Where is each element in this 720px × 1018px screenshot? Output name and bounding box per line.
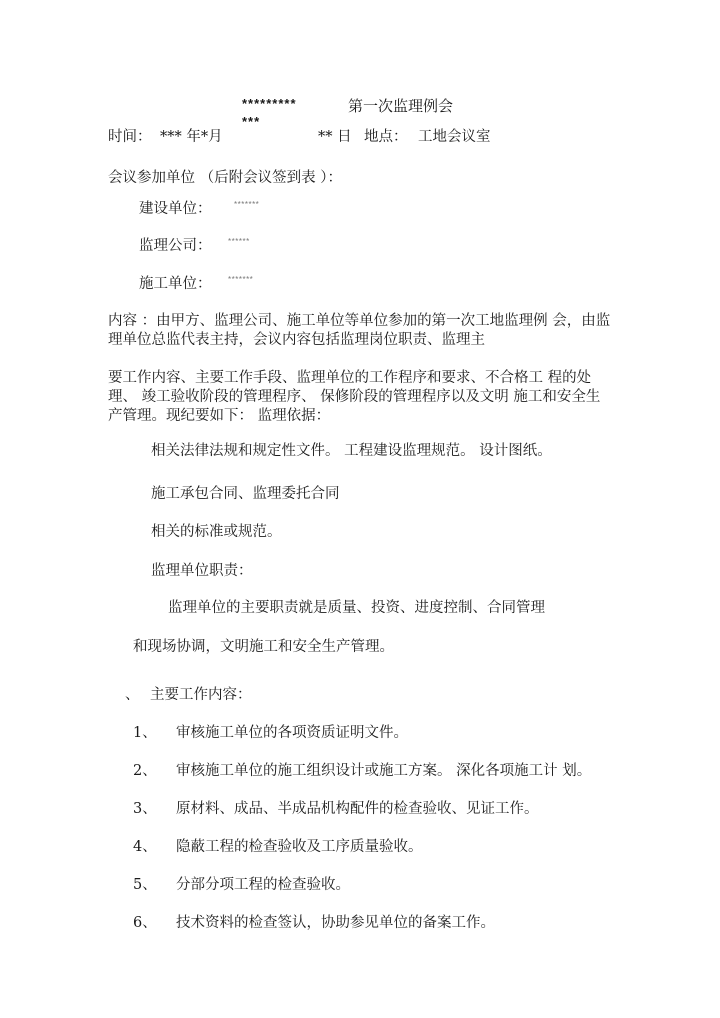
- work-item-text: 技术资料的检查签认，协助参见单位的备案工作。: [176, 915, 495, 931]
- work-item-text: 审核施工单位的各项资质证明文件。: [176, 725, 408, 741]
- work-item-number: 3、: [133, 801, 157, 817]
- duty-line-2: 和现场协调，文明施工和安全生产管理。: [133, 639, 394, 655]
- work-item-number: 1、: [133, 725, 157, 741]
- basis-line-2: 施工承包合同、监理委托合同: [151, 486, 340, 502]
- work-item-number: 2、: [133, 763, 157, 779]
- place-value: 工地会议室: [418, 129, 491, 145]
- header-stars-line1: *********: [242, 96, 297, 111]
- attendee-label: 监理公司：: [139, 238, 212, 254]
- basis-line-3: 相关的标准或规范。: [151, 524, 282, 540]
- work-item-number: 6、: [133, 915, 157, 931]
- work-item-text: 分部分项工程的检查验收。: [176, 877, 350, 893]
- attendee-value: *******: [228, 275, 254, 284]
- place-label: 地点：: [364, 129, 408, 145]
- work-item-text: 原材料、成品、半成品机构配件的检查验收、见证工作。: [176, 801, 539, 817]
- work-item-number: 4、: [133, 839, 157, 855]
- time-year-month: *** 年*月: [160, 129, 223, 145]
- content-paragraph-1: 内容 ：由甲方、监理公司、施工单位等单位参加的第一次工地监理例 会，由监理单位总监代表主持，会议内容包括监理岗位职责、监理主: [108, 313, 611, 348]
- time-label: 时间：: [108, 129, 152, 145]
- time-day: ** 日: [318, 129, 352, 145]
- attendee-label: 施工单位：: [139, 276, 212, 292]
- attendee-value: *******: [234, 200, 260, 209]
- work-item-text: 隐蔽工程的检查验收及工序质量验收。: [176, 839, 423, 855]
- work-item-number: 5、: [133, 877, 157, 893]
- basis-line-1: 相关法律法规和规定性文件。 工程建设监理规范。 设计图纸。: [151, 443, 552, 459]
- work-bullet: 、: [125, 687, 140, 703]
- attendees-heading: 会议参加单位 （后附会议签到表 ）：: [108, 170, 342, 186]
- attendee-label: 建设单位：: [139, 201, 212, 217]
- content-paragraph-2: 要工作内容、主要工作手段、监理单位的工作程序和要求、不合格工 程的处理、 竣工验收阶段的管理程序、 保修阶段的管理程序以及文明 施工和安全生产管理。现纪要如下： 监理依据：: [108, 370, 601, 424]
- attendee-value: ******: [228, 237, 250, 246]
- work-heading: 主要工作内容：: [150, 687, 252, 703]
- duty-heading: 监理单位职责：: [151, 563, 253, 579]
- duty-line-1: 监理单位的主要职责就是质量、投资、进度控制、合同管理: [168, 600, 545, 616]
- header-stars-line2: ***: [242, 114, 261, 129]
- work-item-text: 审核施工单位的施工组织设计或施工方案。 深化各项施工计 划。: [176, 763, 592, 779]
- meeting-title: 第一次监理例会: [348, 97, 454, 115]
